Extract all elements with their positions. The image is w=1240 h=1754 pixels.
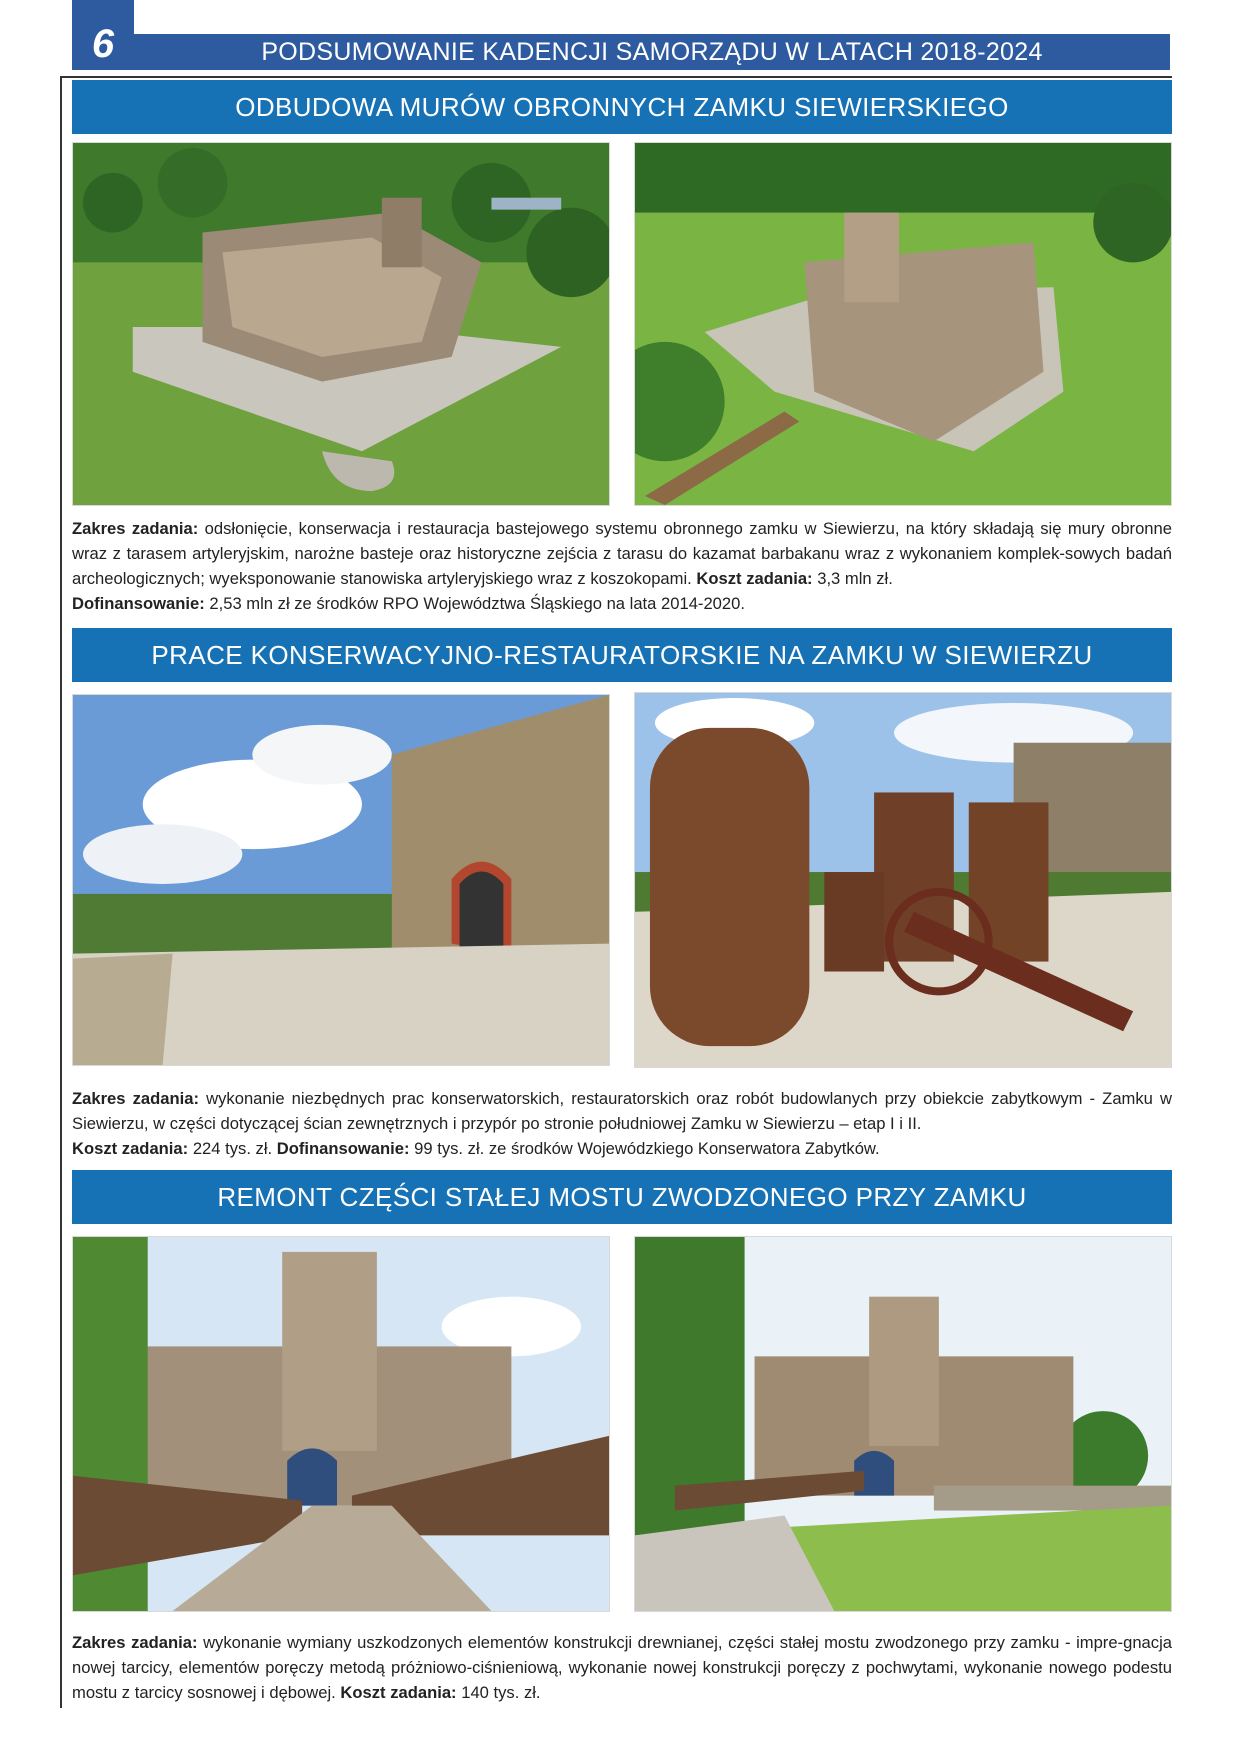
section-title-bridge: REMONT CZĘŚCI STAŁEJ MOSTU ZWODZONEGO PRZY ZAMKU [72,1170,1172,1224]
scope-text: wykonanie wymiany uszkodzonych elementów konstrukcji drewnianej, części stałej mostu zwodzonego przy zamku - impre-gnacja nowej tarcicy, elementów poręczy metodą próżniowo-ciśnieniową, wykonanie nowej konstrukcji poręczy z pochwytami, wykonanie nowego podestu mostu z tarcicy sosnowej i dębowej. [72,1633,1172,1702]
section-description-walls [72,516,1172,616]
frame-top-rule [60,76,1172,78]
cost-label: Koszt zadania: [340,1683,457,1702]
scope-label: Zakres zadania: [72,1089,200,1108]
section-description-bridge [72,1630,1172,1705]
funding-value: 99 tys. zł. ze środków Wojewódzkiego Konserwatora Zabytków. [414,1139,880,1158]
page-number: 6 [72,0,134,70]
photo-wicker-baskets-cannon [634,692,1172,1068]
funding-label: Dofinansowanie: [276,1139,410,1158]
scope-label: Zakres zadania: [72,1633,198,1652]
cost-value: 224 tys. zł. [192,1139,273,1158]
scope-label: Zakres zadania: [72,519,199,538]
cost-label: Koszt zadania: [696,569,813,588]
funding-label: Dofinansowanie: [72,594,205,613]
section-title-walls: ODBUDOWA MURÓW OBRONNYCH ZAMKU SIEWIERSKIEGO [72,80,1172,134]
frame-left-rule [60,76,62,1708]
section-title-conservation: PRACE KONSERWACYJNO-RESTAURATORSKIE NA ZAMKU W SIEWIERZU [72,628,1172,682]
scope-text: odsłonięcie, konserwacja i restauracja bastejowego systemu obronnego zamku w Siewierzu, na który składają się mury obronne wraz z tarasem artyleryjskim, narożne basteje oraz historyczne zejścia z tarasu do kazamat barbakanu wraz z wykonaniem komplek-sowych badań archeologicznych; wyeksponowanie stanowiska artyleryjskiego wraz z koszokopami. [72,519,1172,588]
photo-castle-gate-stairs [72,694,610,1066]
photo-bridge-front [72,1236,610,1612]
cost-value: 140 tys. zł. [461,1683,541,1702]
photo-bridge-side [634,1236,1172,1612]
section-description-conservation [72,1086,1172,1161]
photo-castle-aerial-2 [634,142,1172,506]
photo-castle-aerial-1 [72,142,610,506]
cost-value: 3,3 mln zł. [817,569,893,588]
page-header: PODSUMOWANIE KADENCJI SAMORZĄDU W LATACH 2018-2024 [134,34,1170,70]
cost-label: Koszt zadania: [72,1139,189,1158]
scope-text: wykonanie niezbędnych prac konserwatorskich, restauratorskich oraz robót budowlanych przy obiekcie zabytkowym - Zamku w Siewierzu, w części dotyczącej ścian zewnętrznych i przypór po stronie południowej Zamku w Siewierzu – etap I i II. [72,1089,1172,1133]
funding-value: 2,53 mln zł ze środków RPO Województwa Śląskiego na lata 2014-2020. [209,594,745,613]
